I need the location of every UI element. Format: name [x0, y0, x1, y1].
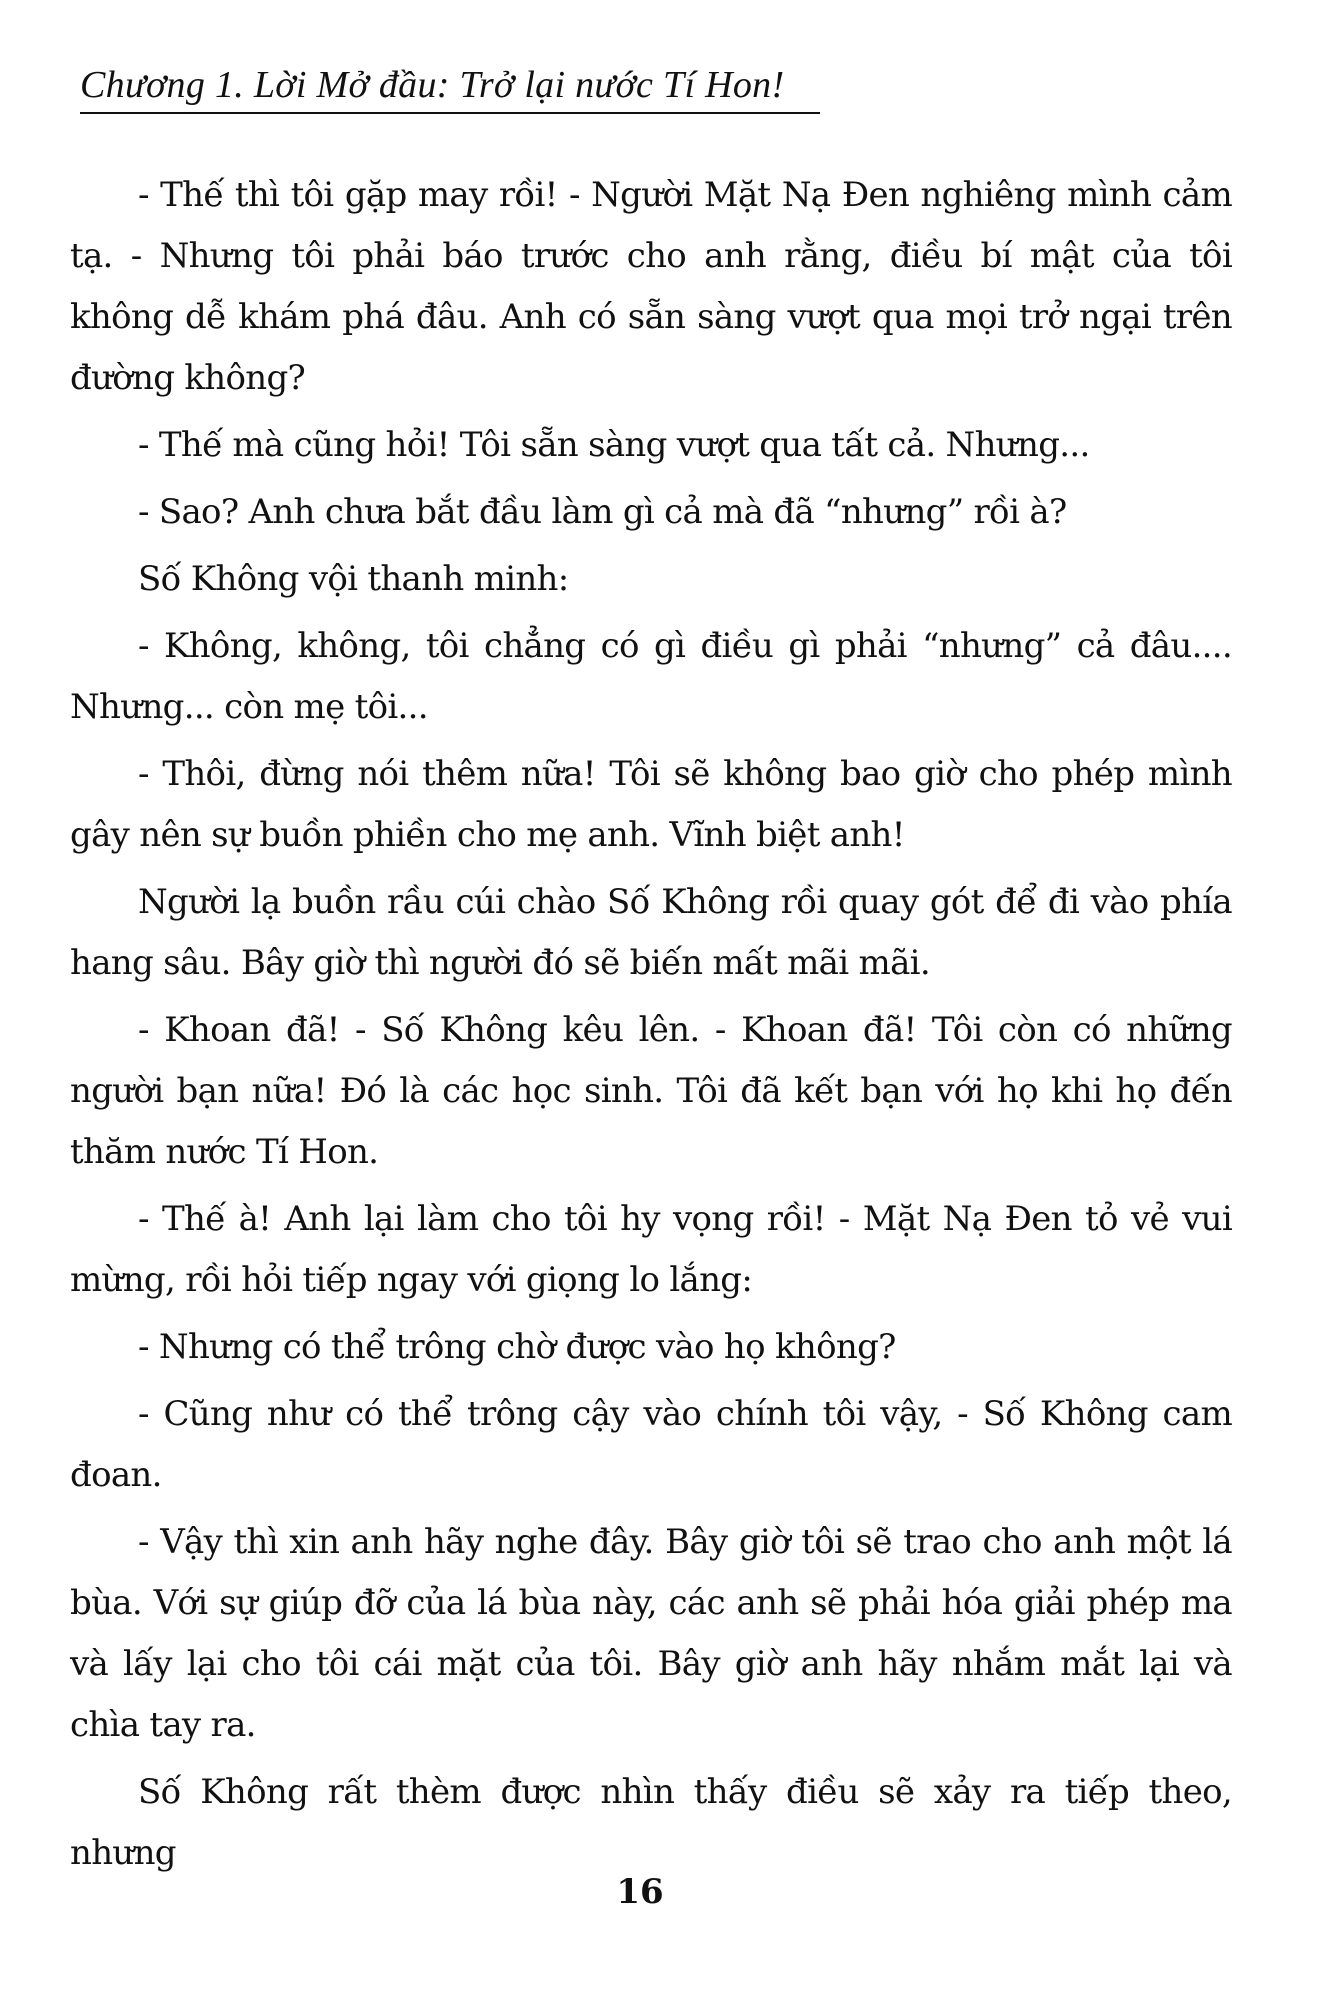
paragraph: Số Không vội thanh minh:: [138, 559, 569, 599]
page-number: 16: [616, 1872, 664, 1912]
paragraph: - Thôi, đừng nói thêm nữa! Tôi sẽ không bao giờ cho phép mình gây nên sự buồn phiền cho mẹ anh. Vĩnh biệt anh!: [70, 754, 1232, 855]
paragraph: - Nhưng có thể trông chờ được vào họ không?: [138, 1327, 896, 1367]
chapter-title: Chương 1. Lời Mở đầu: Trở lại nước Tí Hon!: [80, 64, 785, 106]
paragraph: - Khoan đã! - Số Không kêu lên. - Khoan đã! Tôi còn có những người bạn nữa! Đó là các học sinh. Tôi đã kết bạn với họ khi họ đến thăm nước Tí Hon.: [70, 1010, 1232, 1172]
paragraph: - Cũng như có thể trông cậy vào chính tôi vậy, - Số Không cam đoan.: [70, 1394, 1232, 1495]
page-body: [70, 165, 1232, 1884]
paragraph: - Thế mà cũng hỏi! Tôi sẵn sàng vượt qua tất cả. Nhưng...: [138, 425, 1090, 465]
paragraph: - Vậy thì xin anh hãy nghe đây. Bây giờ tôi sẽ trao cho anh một lá bùa. Với sự giúp đỡ của lá bùa này, các anh sẽ phải hóa giải phép ma và lấy lại cho tôi cái mặt của tôi. Bây giờ anh hãy nhắm mắt lại và chìa tay ra.: [70, 1522, 1232, 1745]
paragraph: - Không, không, tôi chẳng có gì điều gì phải “nhưng” cả đâu.... Nhưng... còn mẹ tôi...: [70, 626, 1232, 727]
paragraph: - Thế à! Anh lại làm cho tôi hy vọng rồi! - Mặt Nạ Đen tỏ vẻ vui mừng, rồi hỏi tiếp ngay với giọng lo lắng:: [70, 1199, 1232, 1300]
paragraph: Số Không rất thèm được nhìn thấy điều sẽ xảy ra tiếp theo, nhưng: [70, 1772, 1232, 1873]
paragraph: - Sao? Anh chưa bắt đầu làm gì cả mà đã “nhưng” rồi à?: [138, 492, 1067, 532]
paragraph: Người lạ buồn rầu cúi chào Số Không rồi quay gót để đi vào phía hang sâu. Bây giờ thì người đó sẽ biến mất mãi mãi.: [70, 882, 1232, 983]
paragraph: - Thế thì tôi gặp may rồi! - Người Mặt Nạ Đen nghiêng mình cảm tạ. - Nhưng tôi phải báo trước cho anh rằng, điều bí mật của tôi không dễ khám phá đâu. Anh có sẵn sàng vượt qua mọi trở ngại trên đường không?: [70, 175, 1232, 398]
chapter-header: [80, 62, 820, 114]
